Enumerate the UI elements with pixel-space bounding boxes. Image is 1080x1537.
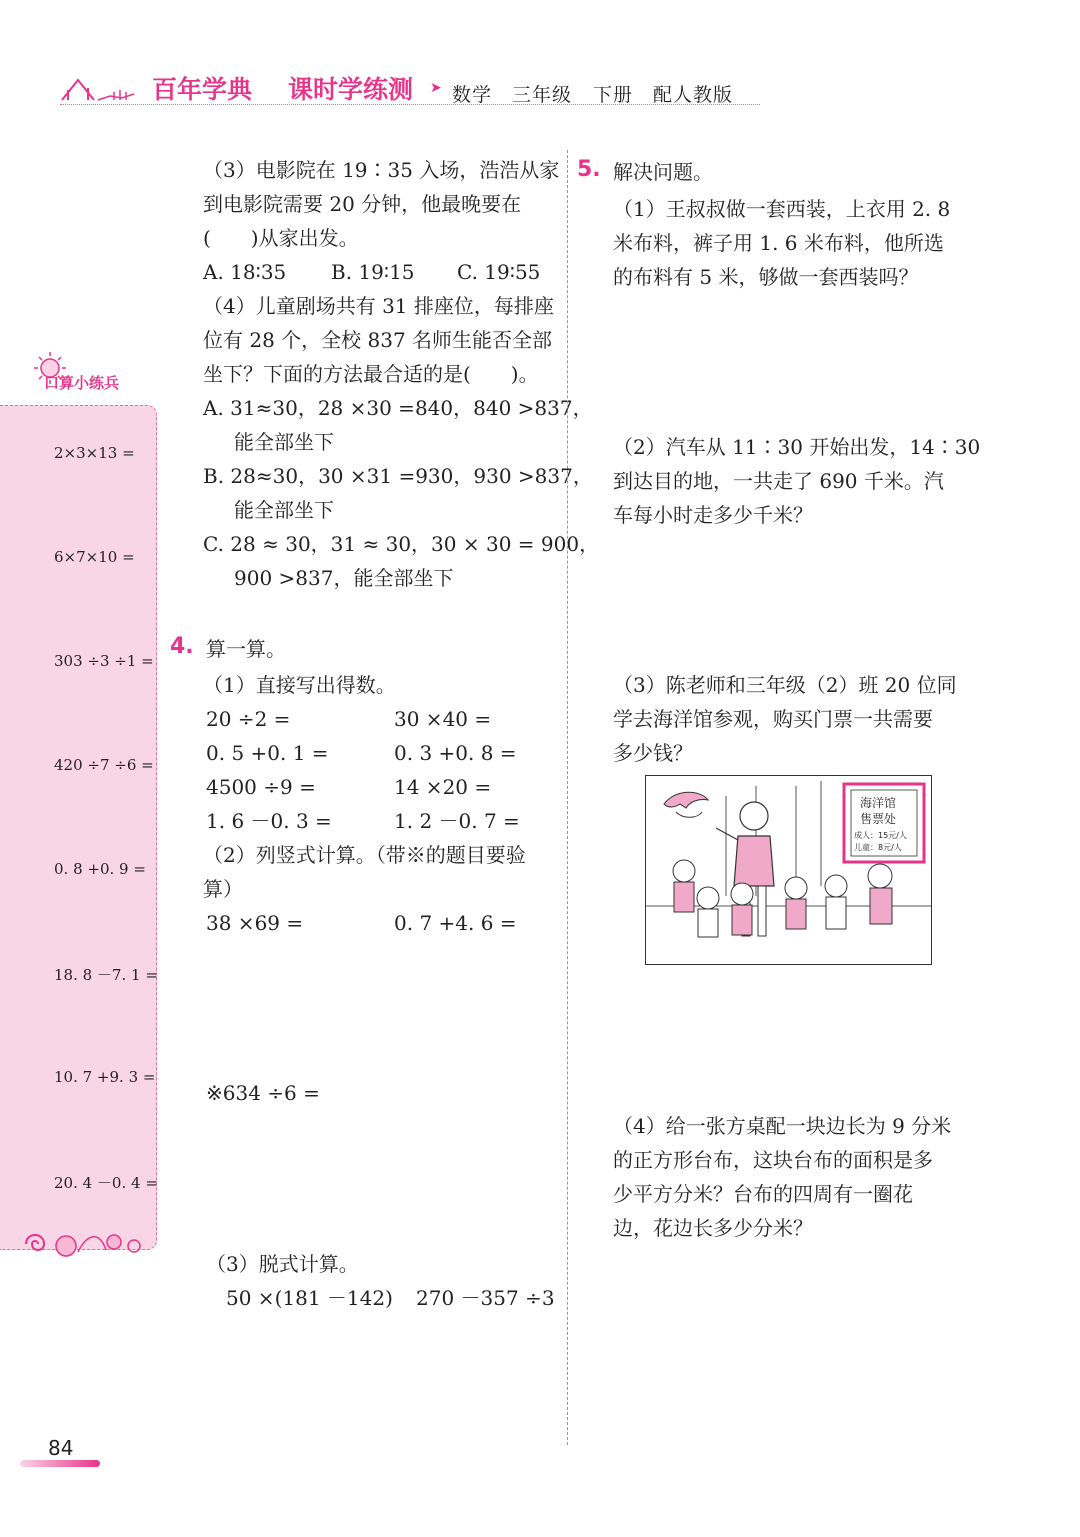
q3-p3-line2: 到电影院需要 20 分钟，他最晚要在	[203, 192, 522, 216]
q3-p4-option-a-cont: 能全部坐下	[234, 430, 334, 454]
oral-problem: 1. 2 －0. 7 =	[394, 809, 520, 833]
q3-p4-line3: 坐下？下面的方法最合适的是( )。	[203, 362, 539, 386]
sign-title-2: 售票处	[860, 812, 897, 826]
sidebar-item: 2×3×13 =	[54, 444, 135, 462]
stepwise-problem: 50 ×(181 －142)	[226, 1286, 393, 1310]
sign-child-price: 儿童：8元/人	[854, 843, 902, 852]
sidebar-item: 0. 8 +0. 9 =	[54, 860, 146, 878]
q4-part2-label: （2）列竖式计算。（带※的题目要验	[203, 843, 526, 867]
oral-problem: 0. 5 +0. 1 =	[206, 741, 329, 765]
vertical-problem: 38 ×69 =	[206, 911, 304, 935]
grade-label: 三年级	[512, 84, 573, 106]
q4-number: 4.	[170, 634, 194, 659]
q5-sub1-line1: （1）王叔叔做一套西装，上衣用 2. 8	[613, 197, 951, 221]
sidebar-item: 6×7×10 =	[54, 548, 135, 566]
q3-p4-line2: 位有 28 个，全校 837 名师生能否全部	[203, 328, 553, 352]
q5-sub2-line2: 到达目的地，一共走了 690 千米。汽	[613, 469, 944, 493]
header-underline	[60, 104, 760, 105]
subject-label: 数学	[452, 84, 493, 106]
vertical-problem-check: ※634 ÷6 =	[206, 1081, 320, 1105]
q3-p3-option-b: B. 19∶15	[331, 260, 415, 284]
q5-sub1-line3: 的布料有 5 米，够做一套西装吗？	[613, 265, 919, 289]
page-number-bar	[20, 1460, 100, 1467]
sidebar-item: 20. 4 －0. 4 =	[54, 1174, 158, 1192]
column-divider	[567, 150, 568, 1445]
sidebar-title: 口算小练兵	[44, 374, 120, 392]
q3-p3-option-c: C. 19∶55	[457, 260, 541, 284]
oral-problem: 4500 ÷9 =	[206, 775, 316, 799]
brand-title: 百年学典	[152, 75, 253, 104]
arrow-icon: ➤	[430, 80, 442, 96]
aquarium-illustration	[645, 775, 932, 965]
q5-sub4-line4: 边，花边长多少分米？	[613, 1216, 813, 1240]
q5-sub3-line1: （3）陈老师和三年级（2）班 20 位同	[613, 673, 957, 697]
volume-label: 下册	[593, 84, 634, 106]
house-icon	[58, 68, 148, 108]
sidebar-item: 18. 8 －7. 1 =	[54, 966, 158, 984]
series-title: 课时学练测	[288, 75, 414, 104]
q3-p3-line1: （3）电影院在 19∶35 入场，浩浩从家	[203, 158, 560, 182]
oral-problem: 1. 6 －0. 3 =	[206, 809, 332, 833]
q5-sub4-line2: 的正方形台布，这块台布的面积是多	[613, 1148, 933, 1172]
q4-part2-label-cont: 算）	[203, 877, 243, 901]
stepwise-problem: 270 －357 ÷3	[416, 1286, 555, 1310]
sidebar-item: 303 ÷3 ÷1 =	[54, 652, 154, 670]
q4-title: 算一算。	[206, 637, 286, 661]
sidebar-item: 10. 7 +9. 3 =	[54, 1068, 156, 1086]
q5-sub3-line2: 学去海洋馆参观，购买门票一共需要	[613, 707, 933, 731]
edition-label: 配人教版	[653, 84, 734, 106]
dolphin-icon	[664, 792, 708, 808]
sidebar-item: 420 ÷7 ÷6 =	[54, 756, 154, 774]
vertical-problem: 0. 7 +4. 6 =	[394, 911, 517, 935]
q5-sub3-line3: 多少钱？	[613, 741, 693, 765]
q3-p4-option-a: A. 31≈30，28 ×30 =840，840 >837，	[203, 396, 593, 420]
oral-problem: 0. 3 +0. 8 =	[394, 741, 517, 765]
oral-problem: 30 ×40 =	[394, 707, 492, 731]
q4-part1-label: （1）直接写出得数。	[203, 673, 396, 697]
page-number: 84	[48, 1436, 74, 1460]
header	[0, 60, 1080, 120]
sign-adult-price: 成人：15元/人	[854, 831, 907, 840]
q3-p3-option-a: A. 18∶35	[203, 260, 287, 284]
sidebar-panel	[0, 405, 157, 1250]
sidebar-badge	[30, 350, 150, 400]
q5-number: 5.	[577, 157, 601, 182]
q5-sub1-line2: 米布料，裤子用 1. 6 米布料，他所选	[613, 231, 944, 255]
oral-problem: 20 ÷2 =	[206, 707, 291, 731]
oral-problem: 14 ×20 =	[394, 775, 492, 799]
q3-p4-option-c: C. 28 ≈ 30，31 ≈ 30，30 × 30 = 900，	[203, 532, 600, 556]
q3-p4-line1: （4）儿童剧场共有 31 排座位，每排座	[203, 294, 554, 318]
q5-title: 解决问题。	[613, 160, 713, 184]
q3-p4-option-b: B. 28≈30，30 ×31 =930，930 >837，	[203, 464, 593, 488]
q3-p4-option-b-cont: 能全部坐下	[234, 498, 334, 522]
q5-sub4-line1: （4）给一张方桌配一块边长为 9 分米	[613, 1114, 952, 1138]
q5-sub2-line3: 车每小时走多少千米？	[613, 503, 813, 527]
q3-p3-line3: ( )从家出发。	[203, 226, 359, 250]
q4-part3-label: （3）脱式计算。	[206, 1252, 359, 1276]
swirl-decoration-icon	[18, 1222, 148, 1267]
q5-sub4-line3: 少平方分米？台布的四周有一圈花	[613, 1182, 913, 1206]
q5-sub2-line1: （2）汽车从 11∶30 开始出发，14∶30	[613, 435, 981, 459]
q3-p4-option-c-cont: 900 >837，能全部坐下	[234, 566, 454, 590]
sign-title-1: 海洋馆	[860, 796, 897, 810]
